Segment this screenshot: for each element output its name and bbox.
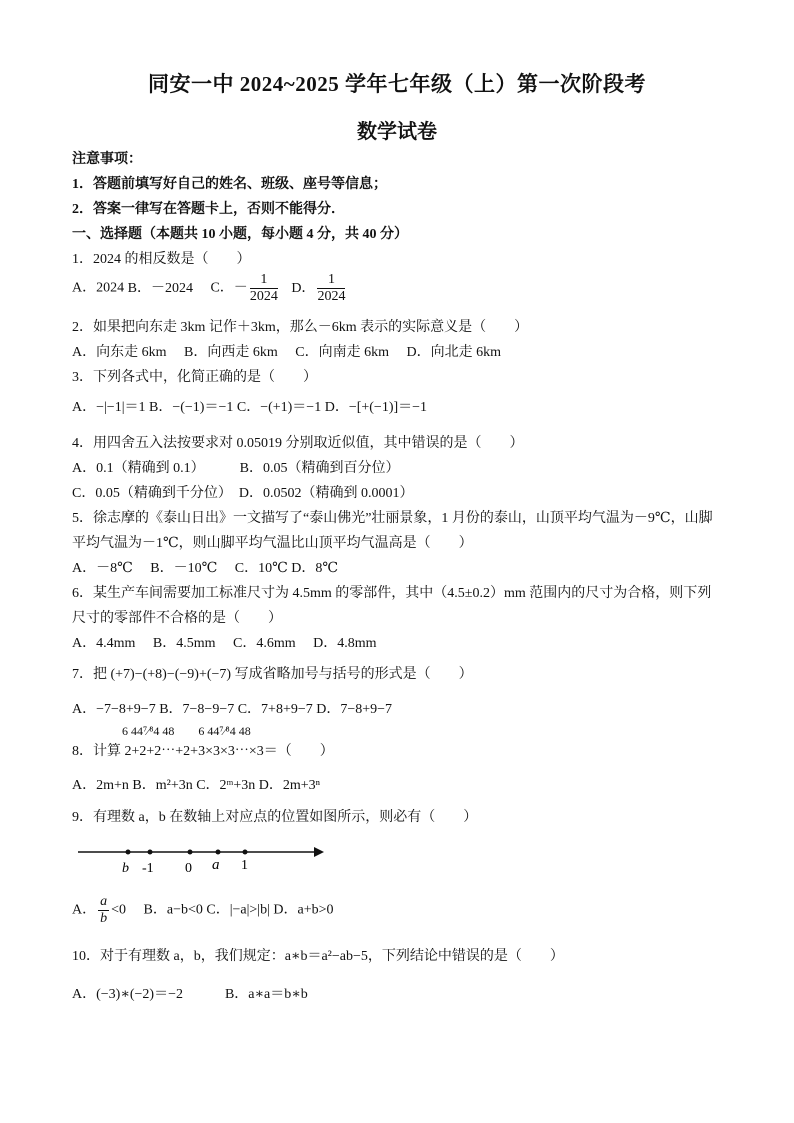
arrow-icon: [314, 847, 324, 857]
label-a: a: [212, 857, 220, 873]
q9-options-rest: <0 B．a−b<0 C．|−a|>|b| D．a+b>0: [111, 902, 334, 918]
q1-option-d-fraction: [317, 272, 345, 305]
point-b: [126, 850, 131, 855]
q7-options: A．−7−8+9−7 B．7−8−9−7 C．7+8+9−7 D．7−8+9−7: [72, 702, 393, 717]
q1-c-numerator: 1: [250, 272, 278, 289]
point-0: [188, 850, 193, 855]
label-0: 0: [185, 861, 192, 876]
q9-stem: 9．有理数 a，b 在数轴上对应点的位置如图所示，则必有（ ）: [72, 810, 478, 825]
q1-option-c-prefix: C．－: [210, 280, 248, 296]
number-line-figure: [78, 838, 328, 878]
q9-option-a-fraction: [98, 894, 109, 927]
q5-options: A．－8℃ B．－10℃ C．10℃ D．8℃: [72, 561, 339, 576]
q1-d-numerator: 1: [317, 272, 345, 289]
page-title: 同安一中 2024~2025 学年七年级（上）第一次阶段考: [148, 72, 646, 96]
q5-line2: 平均气温为－1℃，则山脚平均气温比山顶平均气温高是（ ）: [72, 536, 473, 551]
q8-stem: 8．计算 2+2+2⋯+2+3×3×3⋯×3＝（ ）: [72, 744, 334, 759]
point-1: [243, 850, 248, 855]
label-neg1: -1: [142, 861, 154, 876]
q9-a-numerator: a: [100, 894, 108, 909]
q4-options-row1: A．0.1（精确到 0.1） B．0.05（精确到百分位）: [72, 461, 400, 476]
q8-options: A．2m+n B．m²+3n C．2ᵐ+3n D．2m+3ⁿ: [72, 778, 321, 793]
q1-option-d-prefix: D．: [291, 280, 316, 296]
q9-option-a-prefix: A．: [72, 902, 97, 918]
q9-a-denominator: b: [100, 911, 108, 926]
q10-stem: 10．对于有理数 a，b，我们规定：a∗b＝a²−ab−5，下列结论中错误的是（ ）: [72, 949, 564, 964]
q4-stem: 4．用四舍五入法按要求对 0.05019 分别取近似值，其中错误的是（ ）: [72, 436, 524, 451]
q6-options: A．4.4mm B．4.5mm C．4.6mm D．4.8mm: [72, 636, 377, 651]
q1-option-b: B．－2024: [127, 280, 193, 296]
page-subtitle: 数学试卷: [357, 121, 437, 143]
label-1: 1: [241, 858, 248, 873]
point-a: [216, 850, 221, 855]
section-heading: 一、选择题（本题共 10 小题，每小题 4 分，共 40 分）: [72, 227, 408, 242]
q1-c-denominator: 2024: [249, 289, 278, 304]
q1-options: [72, 272, 347, 305]
q8-brace-annotation: 6 44⁷⁄⁸4 48 6 44⁷⁄⁸4 48: [122, 724, 251, 738]
q1-option-c-fraction: [250, 272, 278, 305]
q9-options: [72, 894, 334, 927]
q3-stem: 3．下列各式中，化简正确的是（ ）: [72, 370, 317, 385]
point-neg1: [148, 850, 153, 855]
q10-options: A．(−3)∗(−2)＝−2 B．a∗a＝b∗b: [72, 987, 308, 1002]
notes-item-2: 2．答案一律写在答题卡上，否则不能得分．: [72, 202, 345, 217]
q3-options: A．−|−1|＝1 B．−(−1)＝−1 C．−(+1)＝−1 D．−[+(−1)]＝−1: [72, 400, 428, 415]
q7-stem: 7．把 (+7)−(+8)−(−9)+(−7) 写成省略加号与括号的形式是（ ）: [72, 667, 473, 682]
notes-item-1: 1．答题前填写好自己的姓名、班级、座号等信息；: [72, 177, 387, 192]
label-b: b: [122, 861, 129, 876]
q6-line1: 6．某生产车间需要加工标准尺寸为 4.5mm 的零部件，其中（4.5±0.2）mm 范围内的尺寸为合格，则下列: [72, 586, 712, 601]
q2-options: A．向东走 6km B．向西走 6km C．向南走 6km D．向北走 6km: [72, 345, 501, 360]
q1-d-denominator: 2024: [317, 289, 346, 304]
q5-line1: 5．徐志摩的《泰山日出》一文描写了“泰山佛光”壮丽景象，1 月份的泰山，山顶平均气温为－9℃，山脚: [72, 511, 713, 526]
q6-line2: 尺寸的零部件不合格的是（ ）: [72, 611, 282, 626]
notes-heading: 注意事项：: [72, 152, 142, 167]
q4-options-row2: C．0.05（精确到千分位） D．0.0502（精确到 0.0001）: [72, 486, 414, 501]
q1-stem: 1．2024 的相反数是（ ）: [72, 252, 251, 267]
q2-stem: 2．如果把向东走 3km 记作＋3km，那么－6km 表示的实际意义是（ ）: [72, 320, 529, 335]
q1-option-a: A．2024: [72, 280, 125, 296]
